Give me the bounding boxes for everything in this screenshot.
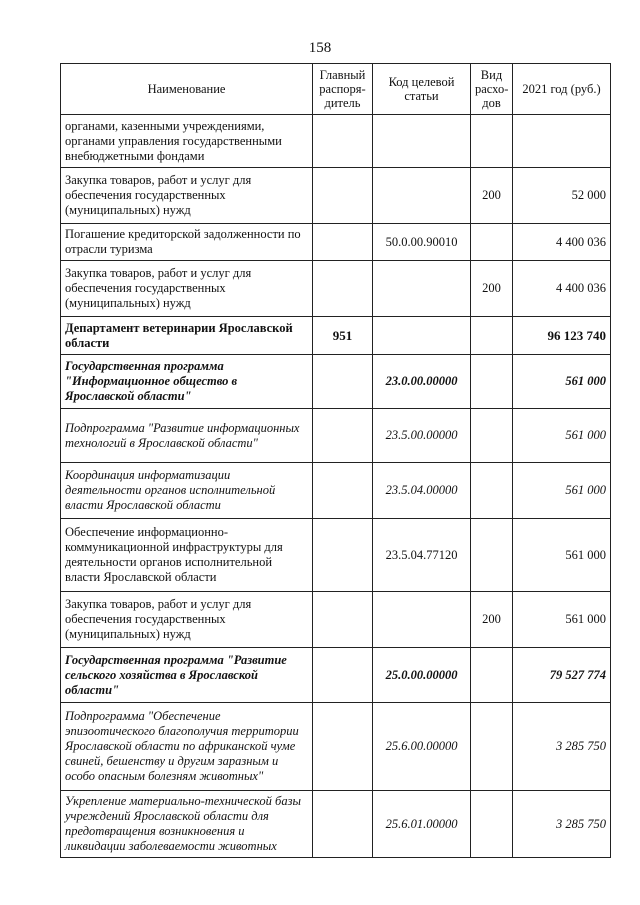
- cell-type: [471, 355, 513, 409]
- header-manager: Главный распоря- дитель: [313, 64, 373, 115]
- table-row: [61, 409, 611, 463]
- cell-type: [471, 409, 513, 463]
- cell-type: 200: [471, 592, 513, 648]
- cell-name: Подпрограмма "Обеспечение эпизоотического благополучия территории Ярославской области по африканской чуме свиней, бешенству и другим заразным и особо опасным болезням животных": [61, 703, 313, 791]
- cell-name: Государственная программа "Развитие сельского хозяйства в Ярославской области": [61, 648, 313, 703]
- cell-manager: [313, 409, 373, 463]
- header-type: Вид расхо- дов: [471, 64, 513, 115]
- cell-manager: [313, 463, 373, 519]
- table-row: [61, 791, 611, 858]
- cell-amount: 4 400 036: [513, 224, 611, 261]
- cell-name: Закупка товаров, работ и услуг для обеспечения государственных (муниципальных) нужд: [61, 592, 313, 648]
- cell-manager: 951: [313, 317, 373, 355]
- table-row: [61, 703, 611, 791]
- cell-name: Обеспечение информационно-коммуникационной инфраструктуры для деятельности органов исполнительной власти Ярославской области: [61, 519, 313, 592]
- cell-type: [471, 703, 513, 791]
- table-row: [61, 592, 611, 648]
- header-code: Код целевой статьи: [373, 64, 471, 115]
- cell-code: 23.0.00.00000: [373, 355, 471, 409]
- cell-name: Государственная программа "Информационное общество в Ярославской области": [61, 355, 313, 409]
- cell-manager: [313, 355, 373, 409]
- cell-name: Закупка товаров, работ и услуг для обеспечения государственных (муниципальных) нужд: [61, 168, 313, 224]
- table-header-row: [61, 64, 611, 115]
- cell-amount: 4 400 036: [513, 261, 611, 317]
- cell-manager: [313, 592, 373, 648]
- header-name: Наименование: [61, 64, 313, 115]
- cell-amount: [513, 115, 611, 168]
- cell-code: [373, 592, 471, 648]
- cell-type: [471, 791, 513, 858]
- cell-code: 25.0.00.00000: [373, 648, 471, 703]
- cell-amount: 561 000: [513, 409, 611, 463]
- cell-amount: 561 000: [513, 592, 611, 648]
- cell-type: [471, 463, 513, 519]
- cell-name: Закупка товаров, работ и услуг для обеспечения государственных (муниципальных) нужд: [61, 261, 313, 317]
- cell-name: органами, казенными учреждениями, органами управления государственными внебюджетными фондами: [61, 115, 313, 168]
- cell-code: [373, 168, 471, 224]
- table-row: [61, 355, 611, 409]
- cell-amount: 79 527 774: [513, 648, 611, 703]
- cell-name: Департамент ветеринарии Ярославской области: [61, 317, 313, 355]
- table-row: [61, 463, 611, 519]
- cell-type: [471, 519, 513, 592]
- cell-manager: [313, 224, 373, 261]
- table-row: [61, 317, 611, 355]
- cell-name: Укрепление материально-технической базы учреждений Ярославской области для предотвращения возникновения и ликвидации заболеваемости животных: [61, 791, 313, 858]
- cell-name: Координация информатизации деятельности органов исполнительной власти Ярославской области: [61, 463, 313, 519]
- cell-code: [373, 261, 471, 317]
- cell-amount: 52 000: [513, 168, 611, 224]
- cell-code: [373, 115, 471, 168]
- cell-amount: 3 285 750: [513, 703, 611, 791]
- table-row: [61, 519, 611, 592]
- cell-code: 50.0.00.90010: [373, 224, 471, 261]
- cell-type: [471, 115, 513, 168]
- table-row: [61, 115, 611, 168]
- cell-type: [471, 648, 513, 703]
- cell-type: 200: [471, 168, 513, 224]
- cell-code: 23.5.04.77120: [373, 519, 471, 592]
- table-row: [61, 168, 611, 224]
- cell-manager: [313, 261, 373, 317]
- cell-type: [471, 317, 513, 355]
- cell-code: 25.6.01.00000: [373, 791, 471, 858]
- cell-amount: 3 285 750: [513, 791, 611, 858]
- cell-manager: [313, 168, 373, 224]
- cell-amount: 561 000: [513, 463, 611, 519]
- cell-type: [471, 224, 513, 261]
- header-amount: 2021 год (руб.): [513, 64, 611, 115]
- cell-type: 200: [471, 261, 513, 317]
- cell-code: 23.5.04.00000: [373, 463, 471, 519]
- cell-name: Погашение кредиторской задолженности по отрасли туризма: [61, 224, 313, 261]
- table-row: [61, 224, 611, 261]
- page-number: 158: [308, 40, 332, 56]
- cell-manager: [313, 115, 373, 168]
- cell-manager: [313, 703, 373, 791]
- cell-manager: [313, 648, 373, 703]
- cell-manager: [313, 519, 373, 592]
- cell-code: 25.6.00.00000: [373, 703, 471, 791]
- table-body: [61, 115, 611, 858]
- cell-amount: 561 000: [513, 355, 611, 409]
- budget-table: [60, 63, 611, 858]
- cell-code: 23.5.00.00000: [373, 409, 471, 463]
- cell-amount: 561 000: [513, 519, 611, 592]
- cell-name: Подпрограмма "Развитие информационных технологий в Ярославской области": [61, 409, 313, 463]
- cell-amount: 96 123 740: [513, 317, 611, 355]
- table-row: [61, 648, 611, 703]
- table-row: [61, 261, 611, 317]
- cell-manager: [313, 791, 373, 858]
- cell-code: [373, 317, 471, 355]
